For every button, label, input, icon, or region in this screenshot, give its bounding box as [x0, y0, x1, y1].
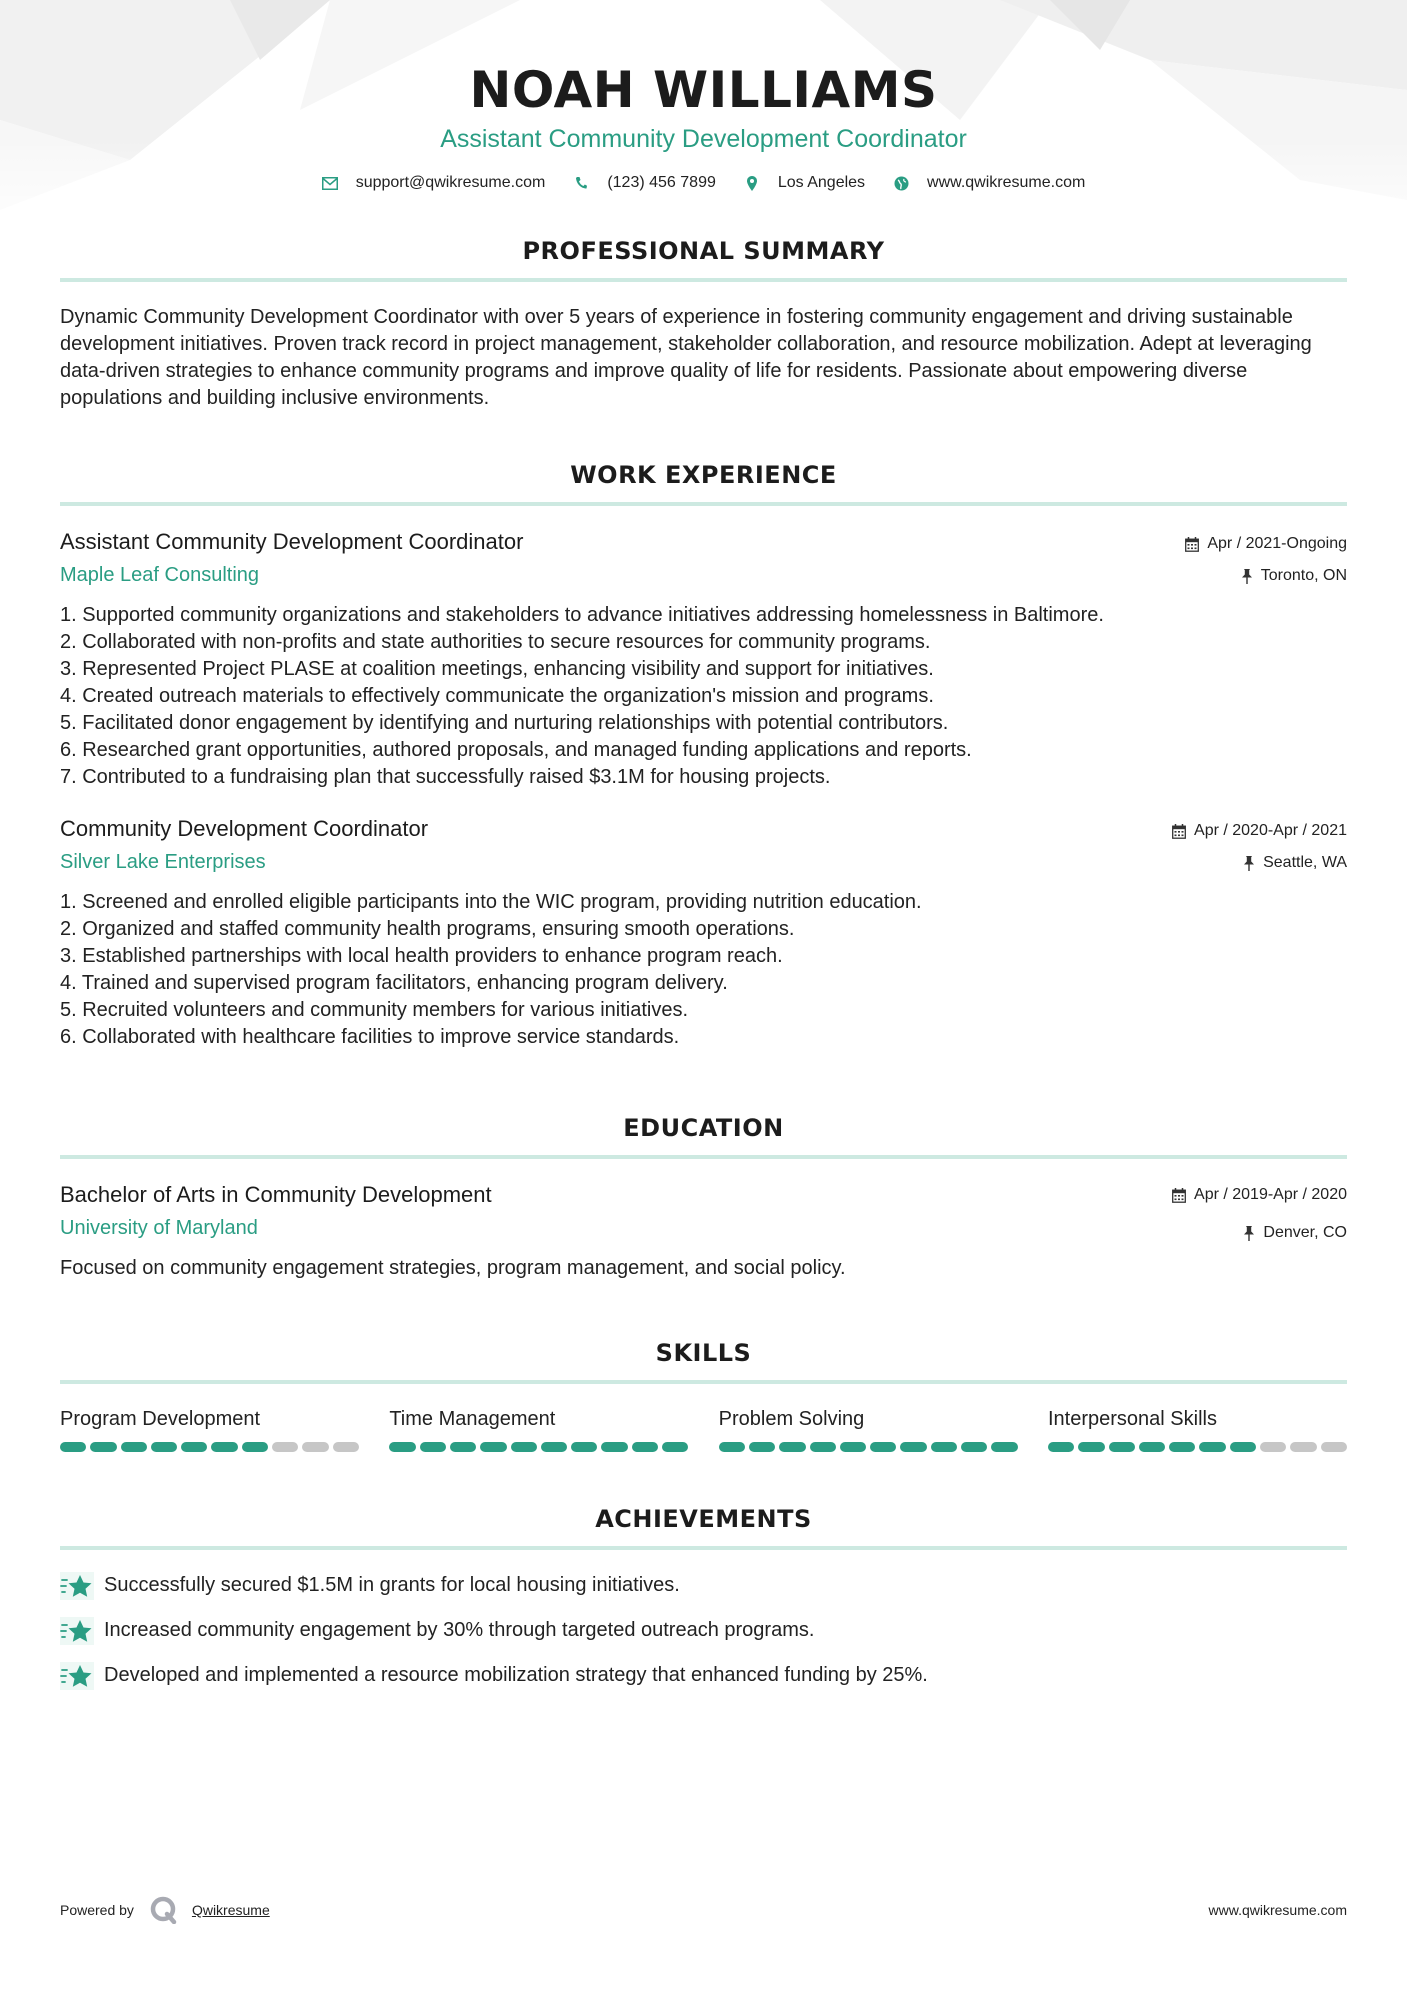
skill-segment-filled: [1109, 1442, 1135, 1452]
responsibility-item: 5. Recruited volunteers and community members for various initiatives.: [60, 999, 689, 1021]
skill-segment-empty: [1290, 1442, 1316, 1452]
skill-segment-filled: [779, 1442, 805, 1452]
section-divider: [60, 1546, 1347, 1550]
section-divider: [60, 502, 1347, 506]
responsibility-item: 3. Represented Project PLASE at coalition meetings, enhancing visibility and support for initiatives.: [60, 658, 934, 680]
contact-website[interactable]: [893, 174, 1085, 192]
responsibility-item: 3. Established partnerships with local health providers to enhance program reach.: [60, 945, 783, 967]
skill-segment-filled: [511, 1442, 537, 1452]
responsibility-item: 5. Facilitated donor engagement by identifying and nurturing relationships with potential contributors.: [60, 712, 949, 734]
achievement-item: [60, 1617, 1347, 1644]
skill-name: Problem Solving: [718, 1408, 865, 1430]
skill-segment-empty: [1260, 1442, 1286, 1452]
job-entry: [60, 528, 1347, 791]
experience-heading: WORK EXPERIENCE: [570, 461, 837, 489]
skill-segment-filled: [90, 1442, 116, 1452]
job-location: Toronto, ON: [1260, 567, 1347, 584]
skill-segment-filled: [749, 1442, 775, 1452]
skill-segment-filled: [211, 1442, 237, 1452]
achievement-item: [60, 1662, 1347, 1689]
map-pin-icon: [744, 175, 760, 191]
pushpin-icon: [1243, 856, 1255, 871]
contact-phone[interactable]: [573, 174, 716, 192]
skill-segment-filled: [242, 1442, 268, 1452]
resume-header: [60, 0, 1347, 192]
candidate-name: NOAH WILLIAMS: [469, 61, 938, 119]
skill-segment-filled: [450, 1442, 476, 1452]
powered-by-label: Powered by: [60, 1902, 134, 1918]
responsibility-item: 1. Supported community organizations and stakeholders to advance initiatives addressing homelessness in Baltimore.: [60, 604, 1104, 626]
skill-segment-filled: [719, 1442, 745, 1452]
candidate-title: Assistant Community Development Coordinator: [440, 125, 967, 153]
achievements-heading: ACHIEVEMENTS: [595, 1505, 812, 1533]
skill-segment-filled: [480, 1442, 506, 1452]
skill-segment-filled: [60, 1442, 86, 1452]
summary-section: [60, 236, 1347, 412]
star-achievement-icon: [60, 1662, 94, 1690]
job-company: Silver Lake Enterprises: [60, 851, 266, 873]
skill-segment-filled: [541, 1442, 567, 1452]
skill-rating-bar: [719, 1442, 1018, 1452]
skill-segment-filled: [840, 1442, 866, 1452]
job-company: Maple Leaf Consulting: [60, 564, 260, 586]
skill-name: Interpersonal Skills: [1047, 1408, 1217, 1430]
achievements-section: [60, 1504, 1347, 1689]
envelope-icon: [322, 175, 338, 191]
skills-grid: [60, 1406, 1347, 1452]
contact-location: [744, 174, 865, 192]
skill-rating-bar: [389, 1442, 688, 1452]
contact-phone-text: (123) 456 7899: [607, 174, 716, 191]
skill-segment-filled: [632, 1442, 658, 1452]
skill-segment-filled: [931, 1442, 957, 1452]
skill-item: [60, 1406, 359, 1452]
skill-segment-filled: [420, 1442, 446, 1452]
skill-segment-filled: [151, 1442, 177, 1452]
phone-icon: [573, 175, 589, 191]
responsibility-item: 6. Researched grant opportunities, authored proposals, and managed funding applications and reports.: [60, 739, 972, 761]
school-name: University of Maryland: [60, 1217, 258, 1239]
responsibility-item: 1. Screened and enrolled eligible participants into the WIC program, providing nutrition education.: [60, 891, 922, 913]
calendar-icon: [1172, 1188, 1186, 1203]
contact-bar: [60, 174, 1347, 192]
achievement-text: Increased community engagement by 30% through targeted outreach programs.: [104, 1619, 815, 1641]
job-dates: Apr / 2021-Ongoing: [1207, 535, 1347, 552]
skill-segment-filled: [121, 1442, 147, 1452]
qwikresume-logo-icon: [150, 1896, 178, 1924]
skill-segment-filled: [1048, 1442, 1074, 1452]
skill-item: [389, 1406, 688, 1452]
job-dates: Apr / 2020-Apr / 2021: [1194, 822, 1347, 839]
skill-segment-filled: [870, 1442, 896, 1452]
job-title: Assistant Community Development Coordinator: [60, 529, 524, 554]
responsibility-item: 2. Organized and staffed community health programs, ensuring smooth operations.: [60, 918, 795, 940]
contact-website-text: www.qwikresume.com: [927, 174, 1086, 191]
skill-segment-filled: [181, 1442, 207, 1452]
education-description: Focused on community engagement strategies, program management, and social policy.: [60, 1257, 846, 1279]
skill-segment-filled: [1078, 1442, 1104, 1452]
education-heading: EDUCATION: [623, 1114, 784, 1142]
job-responsibilities: [60, 602, 1347, 791]
star-achievement-icon: [60, 1572, 94, 1600]
summary-text: Dynamic Community Development Coordinator with over 5 years of experience in fostering community engagement and driving sustainable development initiatives. Proven track record in project management, stakeholder collaboration, and resource mobilization. Adept at leveraging data-driven strategies to enhance community programs and improve quality of life for residents. Passionate about empowering diverse populations and building inclusive environments.: [60, 306, 1312, 409]
contact-location-text: Los Angeles: [777, 174, 866, 191]
section-divider: [60, 1155, 1347, 1159]
footer-website-link[interactable]: www.qwikresume.com: [1208, 1902, 1347, 1918]
skill-segment-filled: [1139, 1442, 1165, 1452]
responsibility-item: 4. Created outreach materials to effectively communicate the organization's mission and programs.: [60, 685, 934, 707]
skill-segment-empty: [302, 1442, 328, 1452]
skill-segment-empty: [333, 1442, 359, 1452]
skill-segment-filled: [961, 1442, 987, 1452]
experience-section: [60, 460, 1347, 1051]
achievement-text: Successfully secured $1.5M in grants for local housing initiatives.: [104, 1574, 680, 1596]
skill-segment-filled: [601, 1442, 627, 1452]
degree-title: Bachelor of Arts in Community Development: [60, 1182, 492, 1207]
skill-segment-filled: [900, 1442, 926, 1452]
job-title: Community Development Coordinator: [60, 816, 429, 841]
skill-name: Time Management: [389, 1408, 556, 1430]
skill-segment-filled: [991, 1442, 1017, 1452]
page-footer: [60, 1896, 1347, 1924]
responsibility-item: 6. Collaborated with healthcare facilities to improve service standards.: [60, 1026, 680, 1048]
qwikresume-brand-link[interactable]: Qwikresume: [191, 1902, 270, 1918]
calendar-icon: [1172, 824, 1186, 839]
skill-rating-bar: [1048, 1442, 1347, 1452]
skill-name: Program Development: [60, 1408, 261, 1430]
achievement-item: [60, 1572, 1347, 1599]
skill-segment-empty: [272, 1442, 298, 1452]
skills-section: [60, 1338, 1347, 1452]
responsibility-item: 4. Trained and supervised program facilitators, enhancing program delivery.: [60, 972, 728, 994]
contact-email-text: support@qwikresume.com: [355, 174, 546, 191]
education-location: Denver, CO: [1263, 1224, 1347, 1241]
skill-segment-filled: [662, 1442, 688, 1452]
skills-heading: SKILLS: [655, 1339, 752, 1367]
skill-rating-bar: [60, 1442, 359, 1452]
responsibility-item: 2. Collaborated with non-profits and state authorities to secure resources for community programs.: [60, 631, 931, 653]
skill-segment-filled: [389, 1442, 415, 1452]
section-divider: [60, 278, 1347, 282]
job-location: Seattle, WA: [1263, 854, 1347, 871]
skill-segment-filled: [1230, 1442, 1256, 1452]
job-entry: [60, 815, 1347, 1051]
contact-email[interactable]: [322, 174, 546, 192]
section-divider: [60, 1380, 1347, 1384]
education-section: [60, 1113, 1347, 1282]
calendar-icon: [1185, 537, 1199, 552]
pushpin-icon: [1241, 569, 1253, 584]
skill-item: [1048, 1406, 1347, 1452]
globe-icon: [893, 175, 909, 191]
skill-segment-filled: [1169, 1442, 1195, 1452]
skill-item: [719, 1406, 1018, 1452]
achievements-list: [60, 1572, 1347, 1689]
job-responsibilities: [60, 889, 1347, 1051]
skill-segment-filled: [571, 1442, 597, 1452]
pushpin-icon: [1243, 1226, 1255, 1241]
skill-segment-filled: [810, 1442, 836, 1452]
education-dates: Apr / 2019-Apr / 2020: [1194, 1186, 1347, 1203]
star-achievement-icon: [60, 1617, 94, 1645]
skill-segment-filled: [1199, 1442, 1225, 1452]
achievement-text: Developed and implemented a resource mobilization strategy that enhanced funding by 25%.: [104, 1664, 928, 1686]
skill-segment-empty: [1321, 1442, 1347, 1452]
education-entry: [60, 1181, 1347, 1282]
summary-heading: PROFESSIONAL SUMMARY: [522, 237, 885, 265]
responsibility-item: 7. Contributed to a fundraising plan that successfully raised $3.1M for housing projects.: [60, 766, 831, 788]
